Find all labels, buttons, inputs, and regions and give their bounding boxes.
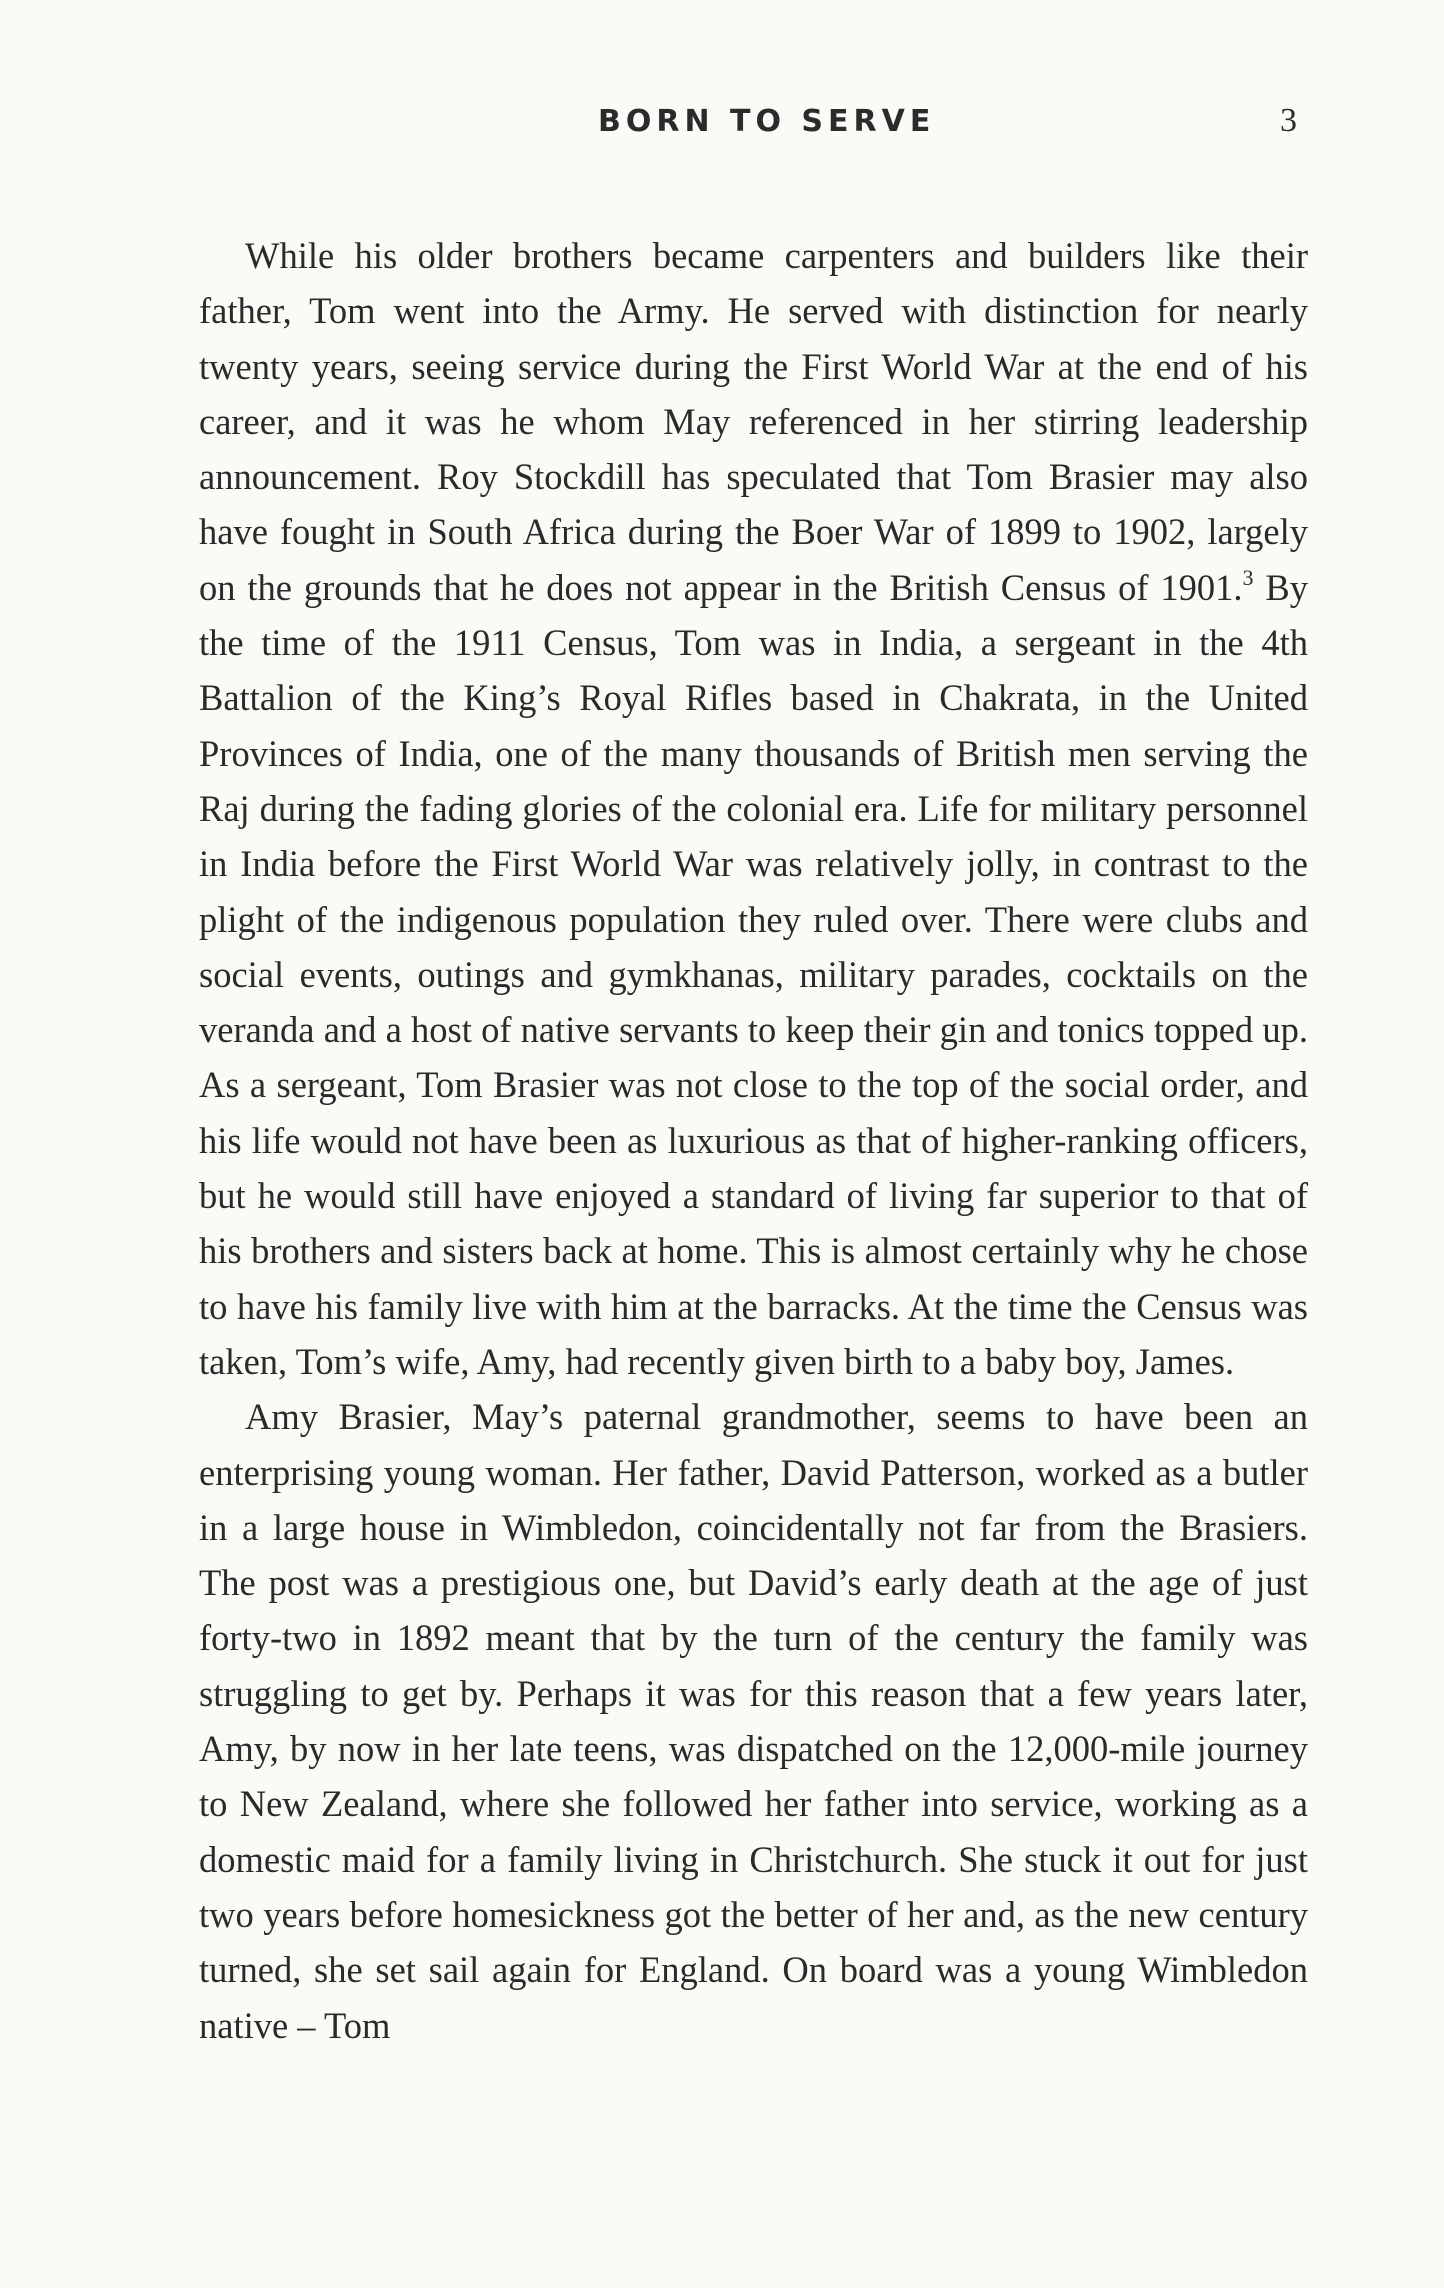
paragraph-2: Amy Brasier, May’s paternal grandmother, seems to have been an enterprising young woman. Her father, David Patterson, worked as a butler in a large house in Wimbledon, coincidentally not far from the Brasiers. The post was a prestigious one, but David’s early death at the age of just forty-two in 1892 meant that by the turn of the century the family was struggling to get by. Perhaps it was for this reason that a few years later, Amy, by now in her late teens, was dispatched on the 12,000-mile journey to New Zealand, where she followed her father into service, working as a domestic maid for a family living in Christchurch. She stuck it out for just two years before homesickness got the better of her and, as the new century turned, she set sail again for England. On board was a young Wimbledon native – Tom [199, 1396, 1308, 2046]
running-title: BORN TO SERVE [598, 104, 936, 139]
paragraph-1 [199, 228, 1308, 1389]
page-number: 3 [1280, 102, 1297, 139]
paragraph-1-text-b: By the time of the 1911 Census, Tom was in India, a sergeant in the 4th Battalion of the King’s Royal Rifles based in Chakrata, in the United Provinces of India, one of the many thousands of British men serving the Raj during the fading glories of the colonial era. Life for military personnel in India before the First World War was relatively jolly, in contrast to the plight of the indigenous population they ruled over. There were clubs and social events, outings and gymkhanas, military parades, cocktails on the veranda and a host of native servants to keep their gin and tonics topped up. As a sergeant, Tom Brasier was not close to the top of the social order, and his life would not have been as luxurious as that of higher-ranking officers, but he would still have enjoyed a standard of living far superior to that of his brothers and sisters back at home. This is almost certainly why he chose to have his family live with him at the barracks. At the time the Census was taken, Tom’s wife, Amy, had recently given birth to a baby boy, James. [199, 566, 1308, 1382]
body-text [199, 228, 1308, 2053]
running-head [0, 100, 1444, 150]
paragraph-1-text-a: While his older brothers became carpenters and builders like their father, Tom went into the Army. He served with distinction for nearly twenty years, seeing service during the First World War at the end of his career, and it was he whom May referenced in her stirring leadership announcement. Roy Stockdill has speculated that Tom Brasier may also have fought in South Africa during the Boer War of 1899 to 1902, largely on the grounds that he does not appear in the British Census of 1901. [199, 235, 1308, 608]
footnote-reference: 3 [1242, 564, 1254, 590]
